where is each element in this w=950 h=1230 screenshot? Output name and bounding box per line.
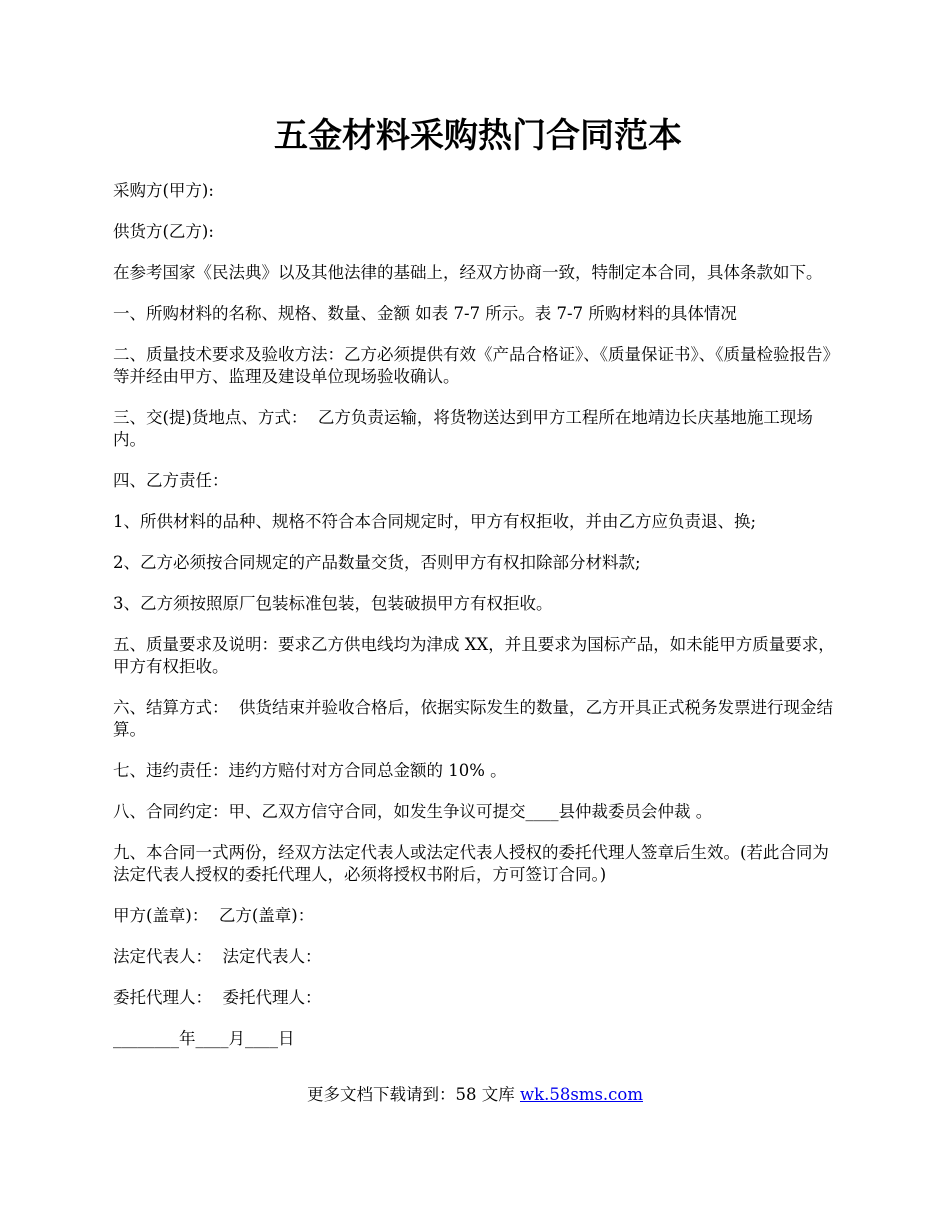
footer-link[interactable]: wk.58sms.com (519, 1085, 643, 1104)
clause-4-item-3: 3、乙方须按照原厂包装标准包装，包装破损甲方有权拒收。 (113, 594, 553, 613)
clause-4-heading: 四、乙方责任： (113, 471, 229, 490)
seal-line: 甲方(盖章)： 乙方(盖章)： (113, 906, 315, 925)
document-title: 五金材料采购热门合同范本 (274, 116, 682, 156)
clause-8: 八、合同约定：甲、乙双方信守合同，如发生争议可提交____县仲裁委员会仲裁 。 (113, 802, 713, 821)
clause-6: 六、结算方式： 供货结束并验收合格后，依据实际发生的数量，乙方开具正式税务发票进行现金结算。 (113, 698, 833, 739)
clause-4-item-1: 1、所供材料的品种、规格不符合本合同规定时，甲方有权拒收，并由乙方应负责退、换; (113, 512, 757, 531)
date-line: ________年____月____日 (113, 1029, 295, 1048)
preamble-paragraph: 在参考国家《民法典》以及其他法律的基础上，经双方协商一致，特制定本合同，具体条款如下。 (113, 263, 823, 282)
clause-4-item-2: 2、乙方必须按合同规定的产品数量交货，否则甲方有权扣除部分材料款; (113, 553, 641, 572)
clause-2: 二、质量技术要求及验收方法：乙方必须提供有效《产品合格证》、《质量保证书》、《质量检验报告》等并经由甲方、监理及建设单位现场验收确认。 (113, 345, 839, 386)
agent-line: 委托代理人： 委托代理人： (113, 988, 322, 1007)
party-a-line: 采购方(甲方): (113, 181, 214, 200)
clause-5: 五、质量要求及说明：要求乙方供电线均为津成 XX，并且要求为国标产品，如未能甲方质量要求，甲方有权拒收。 (113, 635, 835, 676)
clause-7: 七、违约责任：违约方赔付对方合同总金额的 10% 。 (113, 761, 507, 780)
clause-3: 三、交(提)货地点、方式： 乙方负责运输，将货物送达到甲方工程所在地靖边长庆基地施工现场内。 (113, 408, 813, 449)
footer-prefix: 更多文档下载请到：58 文库 (306, 1085, 520, 1104)
clause-9: 九、本合同一式两份，经双方法定代表人或法定代表人授权的委托代理人签章后生效。(若此合同为法定代表人授权的委托代理人，必须将授权书附后，方可签订合同。) (113, 843, 829, 884)
footer (0, 1084, 950, 1106)
party-b-line: 供货方(乙方): (113, 222, 214, 241)
document-body (113, 180, 843, 1069)
legal-rep-line: 法定代表人： 法定代表人： (113, 947, 322, 966)
clause-1: 一、所购材料的名称、规格、数量、金额 如表 7-7 所示。表 7-7 所购材料的具体情况 (113, 304, 737, 323)
